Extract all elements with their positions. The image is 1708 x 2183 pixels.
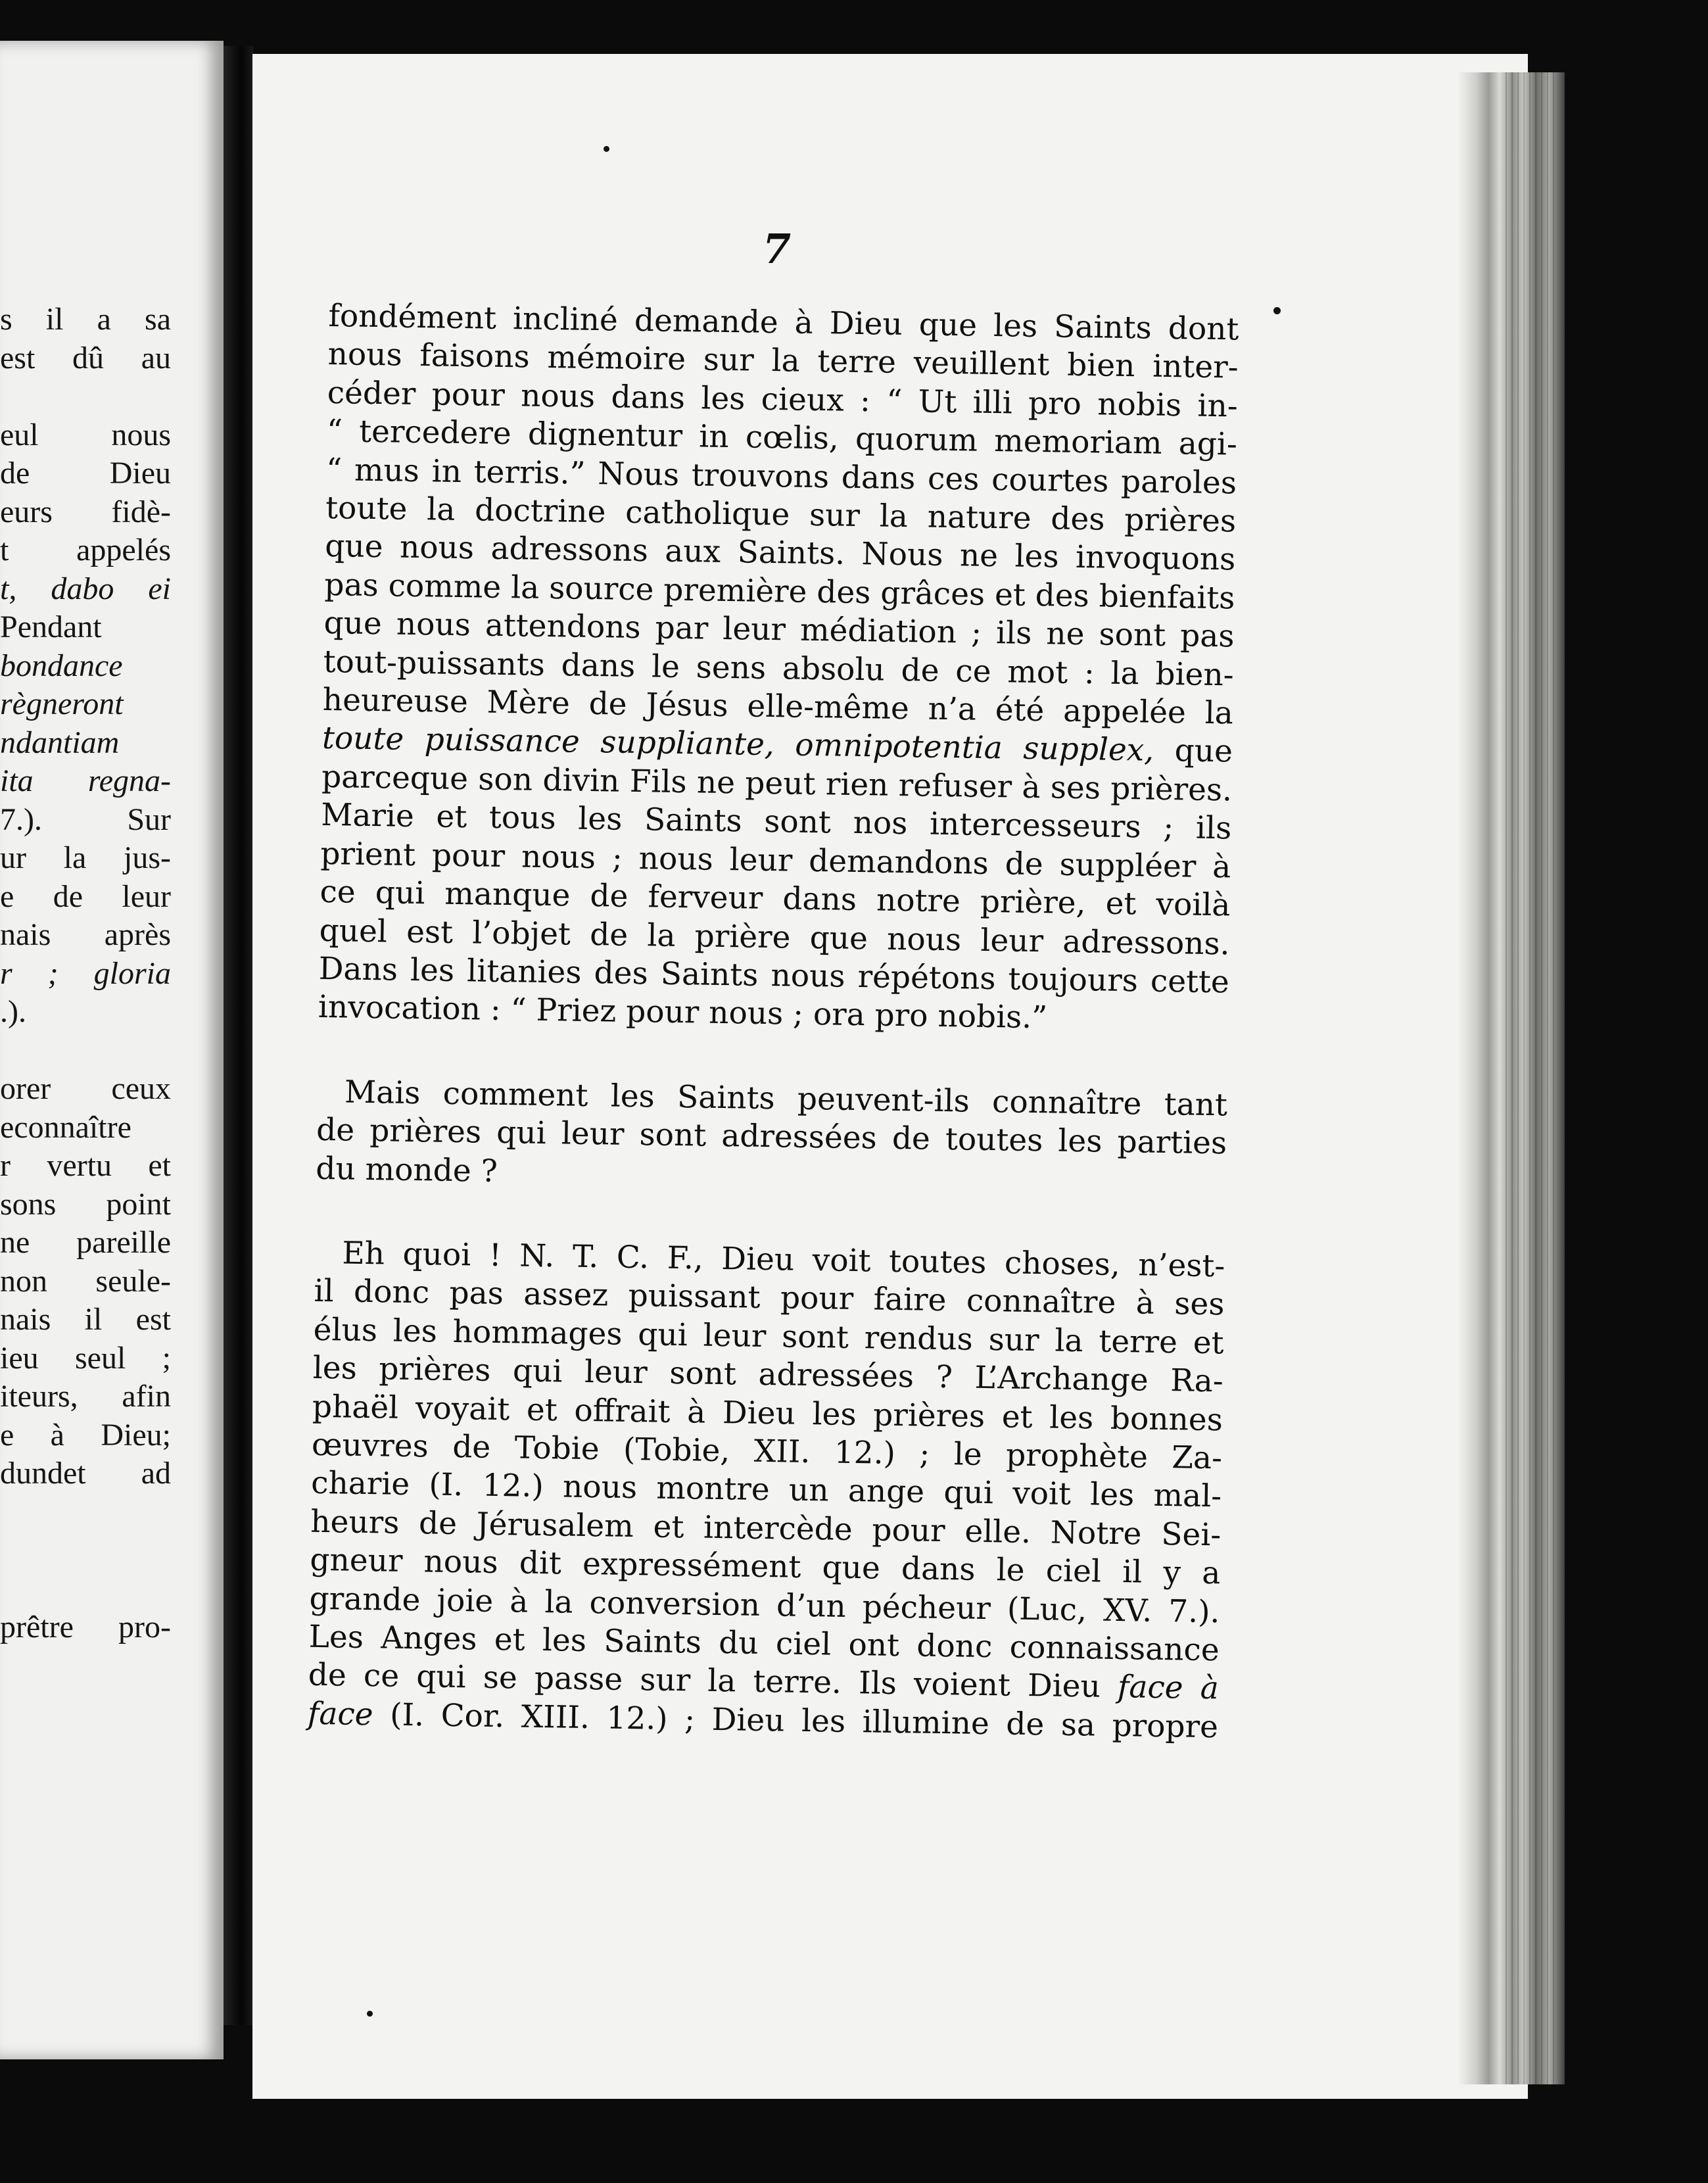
text-run: (I. Cor. XIII. 12.) ; Dieu les illumine de sa propre: [373, 1696, 1219, 1746]
left-page: [0, 41, 224, 2059]
left-page-line: ne pareille: [0, 1225, 171, 1260]
text-run: invocation : “ Priez pour nous ; ora pro nobis.”: [318, 989, 1048, 1036]
left-page-line: .).: [0, 994, 26, 1029]
text-run: quel est l’objet de la prière que nous leur adressons.: [319, 912, 1230, 962]
text-run: fondément incliné demande à Dieu que les Saints dont: [328, 297, 1239, 348]
text-run: “ mus in terris.” Nous trouvons dans ces courtes paroles: [325, 451, 1237, 502]
text-run: parceque son divin Fils ne peut rien refuser à ses prières.: [321, 758, 1233, 809]
text-run: heurs de Jérusalem et intercède pour elle. Notre Sei-: [310, 1503, 1222, 1554]
text-run: Mais comment les Saints peuvent-ils connaître tant: [344, 1074, 1228, 1124]
text-run: de ce qui se passe sur la terre. Ils voient Dieu: [308, 1657, 1118, 1706]
text-run: gneur nous dit expressément que dans le ciel il y a: [310, 1541, 1221, 1592]
left-page-line: nais après: [0, 917, 171, 952]
left-page-line: non seule-: [0, 1263, 171, 1299]
text-run: que nous attendons par leur médiation ; ils ne sont pas: [323, 605, 1235, 655]
left-page-line: [0, 1531, 171, 1570]
text-run: œuvres de Tobie (Tobie, XII. 12.) ; le prophète Za-: [311, 1426, 1223, 1477]
text-run: Eh quoi ! N. T. C. F., Dieu voit toutes choses, n’est-: [342, 1235, 1225, 1285]
left-page-line: de Dieu: [0, 456, 171, 491]
text-run: Dans les litanies des Saints nous répétons toujours cette: [318, 950, 1230, 1001]
italic-text: toute puissance suppliante, omnipotentia supplex,: [321, 720, 1154, 769]
text-run: céder pour nous dans les cieux : “ Ut illi pro nobis in-: [327, 374, 1239, 425]
text-run: élus les hommages qui leur sont rendus sur la terre et: [313, 1311, 1224, 1362]
text-run: Les Anges et les Saints du ciel ont donc connaissance: [308, 1618, 1220, 1669]
left-page-line: règneront: [0, 686, 124, 721]
book-gutter: [224, 46, 253, 2025]
text-run: Marie et tous les Saints sont nos intercesseurs ; ils: [320, 797, 1232, 847]
left-page-line: iteurs, afin: [0, 1379, 171, 1414]
italic-text: face: [307, 1695, 374, 1733]
left-page-line: [0, 1032, 171, 1070]
ink-speck: [1273, 307, 1281, 314]
text-run: “ tercedere dignentur in cœlis, quorum memoriam agi-: [326, 413, 1238, 463]
left-page-line: ur la jus-: [0, 840, 171, 875]
left-page-line: ita regna-: [0, 763, 171, 798]
body-text: [308, 297, 1239, 1747]
text-run: les prières qui leur sont adressées ? L’Archange Ra-: [312, 1349, 1224, 1400]
ink-speck: [604, 146, 609, 152]
page-edge-lines: [1506, 72, 1558, 2084]
text-run: grande joie à la conversion d’un pécheur (Luc, XV. 7.).: [309, 1580, 1220, 1630]
left-page-line: e de leur: [0, 878, 171, 914]
left-page-line: r ; gloria: [0, 955, 171, 991]
text-run: pas comme la source première des grâces et des bienfaits: [324, 566, 1235, 617]
left-page-line: orer ceux: [0, 1071, 171, 1106]
ink-speck: [367, 2011, 373, 2017]
left-page-line: econnaître: [0, 1109, 131, 1145]
text-run: toute la doctrine catholique sur la nature des prières: [325, 489, 1237, 540]
page-number: 7: [763, 225, 792, 273]
text-run: heureuse Mère de Jésus elle-même n’a été appelée la: [322, 681, 1234, 732]
left-page-line: e à Dieu;: [0, 1417, 171, 1452]
left-page-line: est dû au: [0, 340, 171, 375]
italic-text: face à: [1117, 1669, 1220, 1707]
text-run: que: [1153, 732, 1233, 770]
text-run: ce qui manque de ferveur dans notre prière, et voilà: [320, 873, 1231, 924]
left-page-line: eul nous: [0, 417, 171, 452]
paragraph: [318, 297, 1239, 1040]
left-page-line: [0, 1570, 171, 1609]
text-run: il donc pas assez puissant pour faire connaître à ses: [314, 1273, 1225, 1323]
text-run: tout-puissants dans le sens absolu de ce mot : la bien-: [323, 643, 1235, 694]
left-page-line: nais il est: [0, 1302, 171, 1337]
paragraph: [316, 1073, 1227, 1202]
text-run: du monde ?: [315, 1150, 498, 1189]
text-run: nous faisons mémoire sur la terre veuillent bien inter-: [327, 336, 1239, 386]
left-page-line: Pendant: [0, 610, 102, 644]
left-page-line: dundet ad: [0, 1456, 171, 1491]
left-page-line: s il a sa: [0, 302, 171, 337]
paragraph: [308, 1234, 1225, 1747]
left-page-line: t, dabo ei: [0, 571, 171, 606]
text-run: prient pour nous ; nous leur demandons de suppléer à: [320, 835, 1231, 886]
text-run: charie (I. 12.) nous montre un ange qui voit les mal-: [310, 1465, 1222, 1515]
text-run: que nous adressons aux Saints. Nous ne les invoquons: [324, 528, 1236, 578]
left-page-line: [0, 1493, 171, 1532]
left-page-text: [0, 300, 171, 1647]
left-page-line: bondance: [0, 648, 123, 683]
left-page-line: sons point: [0, 1186, 171, 1222]
text-run: phaël voyait et offrait à Dieu les prières et les bonnes: [312, 1388, 1223, 1438]
left-page-line: eurs fidè-: [0, 494, 171, 529]
left-page-line: t appelés: [0, 533, 171, 567]
left-page-line: 7.). Sur: [0, 802, 171, 837]
left-page-line: r vertu et: [0, 1148, 171, 1183]
text-run: de prières qui leur sont adressées de toutes les parties: [316, 1111, 1227, 1162]
left-page-line: ieu seul ;: [0, 1340, 171, 1376]
left-page-line: [0, 377, 171, 416]
left-page-line: ndantiam: [0, 725, 120, 760]
left-page-line: prêtre pro-: [0, 1610, 171, 1644]
